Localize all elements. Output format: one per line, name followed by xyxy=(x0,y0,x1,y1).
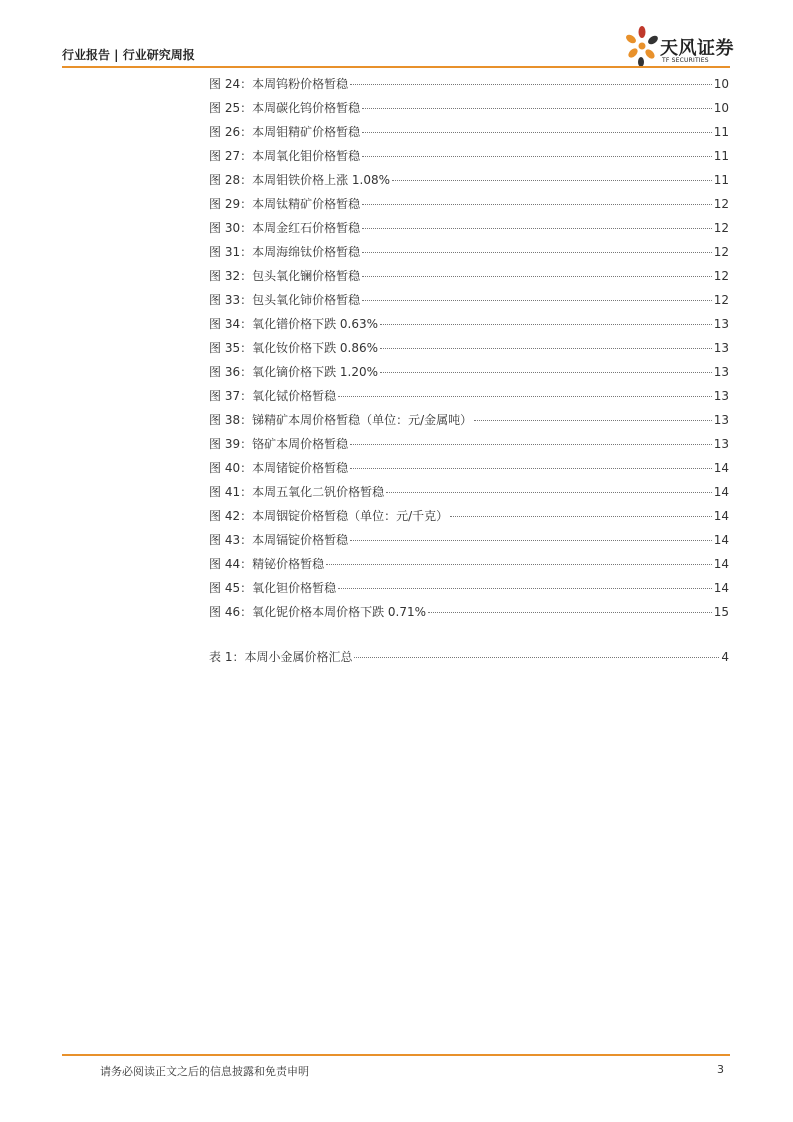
toc-entry-label: 图 31：本周海绵钛价格暂稳 xyxy=(209,245,361,259)
figure-toc-entry[interactable] xyxy=(209,556,729,580)
dot-leader xyxy=(338,396,712,397)
page-header xyxy=(62,0,734,68)
toc-entry-page: 13 xyxy=(713,365,729,379)
figure-toc-entry[interactable] xyxy=(209,412,729,436)
toc-entry-page: 14 xyxy=(713,509,729,523)
header-divider xyxy=(62,66,730,68)
toc-entry-label: 图 28：本周钼铁价格上涨 1.08% xyxy=(209,173,391,187)
dot-leader xyxy=(354,657,719,658)
toc-entry-label: 表 1：本周小金属价格汇总 xyxy=(209,650,353,664)
toc-entry-label: 图 45：氧化钽价格暂稳 xyxy=(209,581,337,595)
toc-entry-page: 14 xyxy=(713,461,729,475)
dot-leader xyxy=(474,420,712,421)
figure-toc-entry[interactable] xyxy=(209,484,729,508)
dot-leader xyxy=(380,372,712,373)
toc-entry-label: 图 27：本周氧化钼价格暂稳 xyxy=(209,149,361,163)
toc-entry-page: 4 xyxy=(721,650,729,664)
dot-leader xyxy=(380,324,712,325)
toc-entry-page: 13 xyxy=(713,413,729,427)
figure-toc-entry[interactable] xyxy=(209,196,729,220)
toc-entry-label: 图 25：本周碳化钨价格暂稳 xyxy=(209,101,361,115)
dot-leader xyxy=(362,228,712,229)
toc-entry-label: 图 30：本周金红石价格暂稳 xyxy=(209,221,361,235)
figure-toc-entry[interactable] xyxy=(209,268,729,292)
dot-leader xyxy=(350,540,712,541)
figure-toc-entry[interactable] xyxy=(209,604,729,628)
figure-toc-entry[interactable] xyxy=(209,580,729,604)
toc-entry-label: 图 35：氧化钕价格下跌 0.86% xyxy=(209,341,379,355)
toc-entry-label: 图 40：本周锗锭价格暂稳 xyxy=(209,461,349,475)
toc-entry-label: 图 42：本周铟锭价格暂稳（单位：元/千克） xyxy=(209,509,449,523)
logo-text-cn: 天风证券 xyxy=(660,38,734,59)
figure-toc-entry[interactable] xyxy=(209,244,729,268)
toc-entry-label: 图 41：本周五氧化二钒价格暂稳 xyxy=(209,485,385,499)
toc-entry-page: 14 xyxy=(713,581,729,595)
page-number: 3 xyxy=(717,1063,724,1076)
dot-leader xyxy=(386,492,712,493)
disclaimer-text: 请务必阅读正文之后的信息披露和免责申明 xyxy=(100,1065,309,1078)
tf-securities-logo xyxy=(622,22,737,68)
toc-entry-page: 12 xyxy=(713,221,729,235)
figure-toc-entry[interactable] xyxy=(209,508,729,532)
toc-entry-label: 图 34：氧化镨价格下跌 0.63% xyxy=(209,317,379,331)
dot-leader xyxy=(380,348,712,349)
dot-leader xyxy=(362,132,712,133)
toc-entry-page: 14 xyxy=(713,533,729,547)
dot-leader xyxy=(362,156,712,157)
figure-toc-entry[interactable] xyxy=(209,340,729,364)
toc-entry-page: 12 xyxy=(713,293,729,307)
figure-toc-entry[interactable] xyxy=(209,76,729,100)
report-category: 行业报告 | 行业研究周报 xyxy=(62,48,195,62)
figure-toc-entry[interactable] xyxy=(209,220,729,244)
dot-leader xyxy=(350,444,712,445)
dot-leader xyxy=(326,564,712,565)
dot-leader xyxy=(392,180,712,181)
dot-leader xyxy=(428,612,712,613)
figure-toc-entry[interactable] xyxy=(209,124,729,148)
dot-leader xyxy=(362,204,712,205)
toc-entry-page: 11 xyxy=(713,149,729,163)
toc-entry-page: 12 xyxy=(713,197,729,211)
figure-toc-entry[interactable] xyxy=(209,364,729,388)
toc-entry-label: 图 44：精铋价格暂稳 xyxy=(209,557,325,571)
toc-entry-page: 15 xyxy=(713,605,729,619)
toc-entry-page: 12 xyxy=(713,269,729,283)
toc-entry-page: 13 xyxy=(713,389,729,403)
dot-leader xyxy=(362,252,712,253)
toc-entry-page: 13 xyxy=(713,317,729,331)
table-toc-entry[interactable] xyxy=(209,649,729,673)
dot-leader xyxy=(338,588,712,589)
footer-divider xyxy=(62,1054,730,1056)
toc-entry-label: 图 32：包头氧化镧价格暂稳 xyxy=(209,269,361,283)
toc-entry-label: 图 46：氧化铌价格本周价格下跌 0.71% xyxy=(209,605,427,619)
toc-entry-label: 图 38：锑精矿本周价格暂稳（单位：元/金属吨） xyxy=(209,413,473,427)
toc-entry-page: 14 xyxy=(713,485,729,499)
toc-entry-label: 图 36：氧化镝价格下跌 1.20% xyxy=(209,365,379,379)
toc-entry-label: 图 24：本周钨粉价格暂稳 xyxy=(209,77,349,91)
toc-entry-label: 图 37：氧化铽价格暂稳 xyxy=(209,389,337,403)
figure-toc-entry[interactable] xyxy=(209,388,729,412)
dot-leader xyxy=(450,516,712,517)
figure-toc-entry[interactable] xyxy=(209,100,729,124)
table-list xyxy=(209,649,729,673)
figure-toc-entry[interactable] xyxy=(209,532,729,556)
figure-toc-entry[interactable] xyxy=(209,292,729,316)
logo-petal-icon xyxy=(622,22,662,68)
figure-toc-entry[interactable] xyxy=(209,460,729,484)
toc-entry-page: 10 xyxy=(713,101,729,115)
figure-toc-entry[interactable] xyxy=(209,172,729,196)
toc-entry-label: 图 26：本周钼精矿价格暂稳 xyxy=(209,125,361,139)
toc-entry-page: 11 xyxy=(713,125,729,139)
figure-toc-entry[interactable] xyxy=(209,316,729,340)
toc-entry-page: 12 xyxy=(713,245,729,259)
dot-leader xyxy=(362,300,712,301)
figure-toc-entry[interactable] xyxy=(209,436,729,460)
dot-leader xyxy=(362,276,712,277)
toc-entry-label: 图 33：包头氧化铈价格暂稳 xyxy=(209,293,361,307)
figure-list xyxy=(209,76,729,628)
toc-entry-page: 11 xyxy=(713,173,729,187)
toc-entry-page: 13 xyxy=(713,437,729,451)
dot-leader xyxy=(350,84,712,85)
toc-entry-page: 14 xyxy=(713,557,729,571)
toc-entry-page: 13 xyxy=(713,341,729,355)
figure-toc-entry[interactable] xyxy=(209,148,729,172)
toc-entry-label: 图 29：本周钛精矿价格暂稳 xyxy=(209,197,361,211)
toc-entry-label: 图 39：铬矿本周价格暂稳 xyxy=(209,437,349,451)
dot-leader xyxy=(350,468,712,469)
dot-leader xyxy=(362,108,712,109)
logo-text-en: TF SECURITIES xyxy=(662,57,709,64)
toc-entry-page: 10 xyxy=(713,77,729,91)
toc-entry-label: 图 43：本周镉锭价格暂稳 xyxy=(209,533,349,547)
